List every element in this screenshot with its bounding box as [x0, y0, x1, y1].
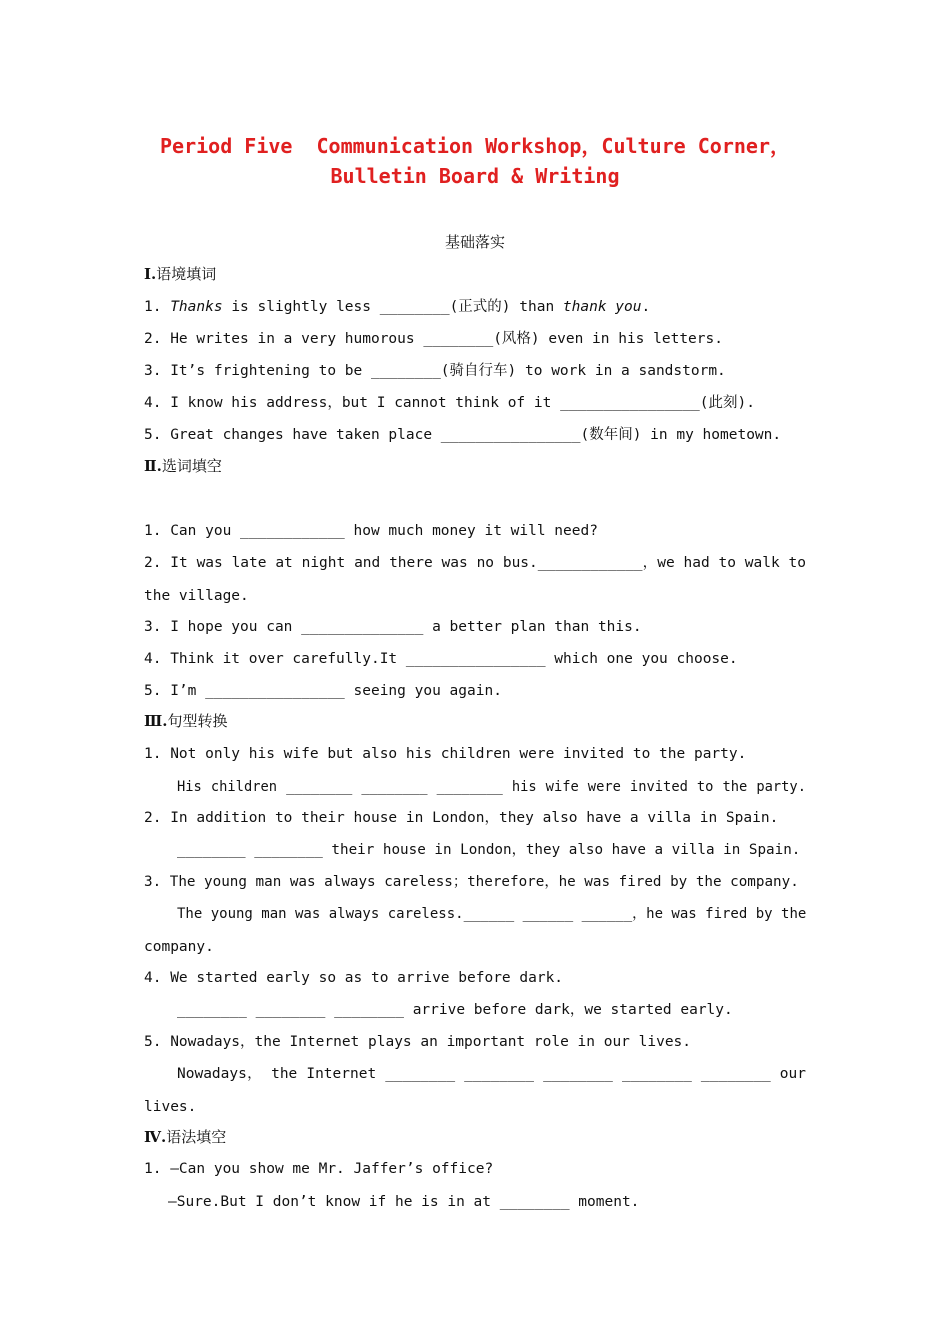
title-line-1: Period Five Communication Workshop，Culture Corner，	[159, 134, 790, 158]
s1-question-2: 2. He writes in a very humorous ________(风格) even in his letters.	[144, 331, 723, 347]
section-heading: 基础落实	[444, 233, 505, 251]
s1-question-3: 3. It’s frightening to be ________(骑自行车) to work in a sandstorm.	[144, 363, 726, 379]
s3-question-5-rewrite: Nowadays， the Internet ________ ________ ________ ________ ________ our	[177, 1066, 806, 1082]
s3-question-5-rewrite-continued: lives.	[144, 1099, 197, 1115]
s3-question-5: 5. Nowadays，the Internet plays an important role in our lives.	[144, 1034, 692, 1050]
s1-q1-end: .	[641, 299, 651, 315]
s1-q1-italic-word: Thanks	[170, 299, 223, 315]
section-1-number: Ⅰ.	[144, 265, 157, 283]
section-1-heading	[144, 264, 806, 284]
section-2-number: Ⅱ.	[144, 457, 162, 475]
s1-question-4: 4. I know his address，but I cannot think of it ________________(此刻).	[144, 395, 755, 411]
s2-question-3: 3. I hope you can ______________ a better plan than this.	[144, 619, 642, 635]
title-line-2: Bulletin Board & Writing	[330, 164, 620, 188]
section-2-label: 选词填空	[161, 457, 222, 475]
s1-question-5: 5. Great changes have taken place ________________(数年间) in my hometown.	[144, 427, 782, 443]
section-1-label: 语境填词	[156, 265, 217, 283]
section-3-number: Ⅲ.	[144, 712, 168, 730]
s4-question-1-reply: —Sure.But I don’t know if he is in at ________ moment.	[168, 1194, 640, 1210]
s3-question-1: 1. Not only his wife but also his children were invited to the party.	[144, 746, 747, 762]
s3-question-3-rewrite: The young man was always careless.______ ______ ______，he was fired by the	[177, 906, 807, 922]
s1-q1-number: 1.	[144, 299, 171, 315]
s4-question-1: 1. —Can you show me Mr. Jaffer’s office?	[144, 1161, 494, 1177]
s2-question-2-continued: the village.	[144, 588, 249, 604]
s3-question-3-rewrite-continued: company.	[144, 939, 214, 955]
section-4-number: Ⅳ.	[144, 1128, 167, 1146]
section-4-label: 语法填空	[166, 1128, 227, 1146]
section-2-heading	[144, 456, 806, 476]
section-3-heading	[144, 711, 806, 731]
section-3-label: 句型转换	[167, 712, 228, 730]
s3-question-1-rewrite: His children ________ ________ ________ his wife were invited to the party.	[177, 779, 806, 795]
s2-question-2: 2. It was late at night and there was no bus.____________，we had to walk to	[144, 555, 806, 571]
s3-question-3: 3. The young man was always careless；therefore，he was fired by the company.	[144, 874, 799, 890]
s2-question-1: 1. Can you ____________ how much money it will need?	[144, 523, 598, 539]
s1-question-1	[144, 297, 806, 317]
s1-q1-italic-phrase: thank you	[562, 299, 642, 315]
s3-question-2-rewrite: ________ ________ their house in London，they also have a villa in Spain.	[177, 842, 801, 858]
s3-question-2: 2. In addition to their house in London，they also have a villa in Spain.	[144, 810, 779, 826]
s2-question-5: 5. I’m ________________ seeing you again.	[144, 683, 502, 699]
s3-question-4: 4. We started early so as to arrive before dark.	[144, 970, 564, 986]
section-4-heading	[144, 1127, 806, 1147]
s3-question-4-rewrite: ________ ________ ________ arrive before dark，we started early.	[177, 1002, 733, 1018]
s1-q1-text: is slightly less ________(正式的) than	[222, 299, 563, 315]
s2-question-4: 4. Think it over carefully.It ________________ which one you choose.	[144, 651, 738, 667]
